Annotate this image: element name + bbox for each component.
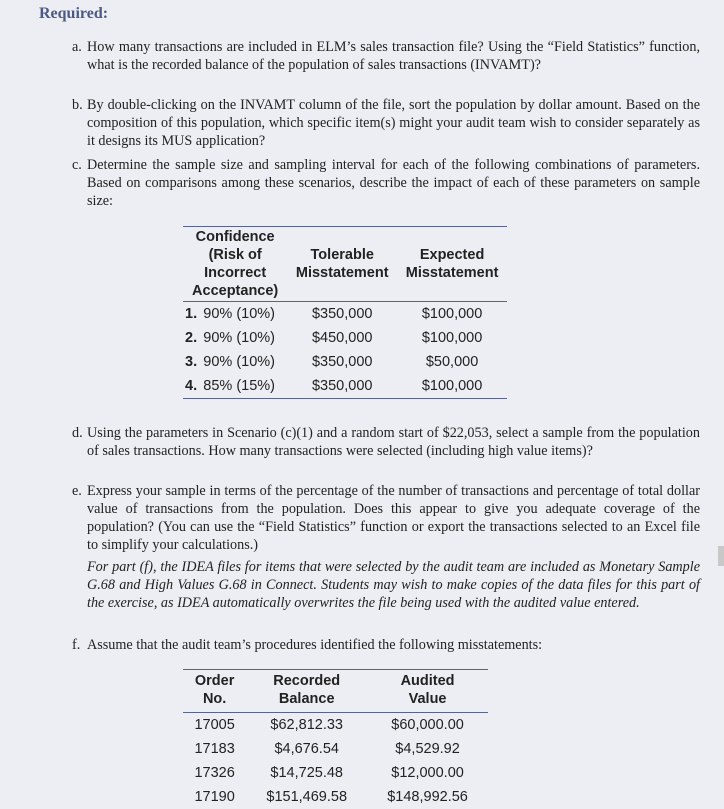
expected-cell: $100,000 (421, 378, 483, 394)
header-recorded: Recorded Balance (273, 673, 341, 707)
order-cell: 17190 (194, 789, 235, 805)
recorded-cell: $14,725.48 (270, 765, 343, 781)
item-text: Determine the sample size and sampling interval for each of the following combinations of parameters. Based on comparisons among these scenarios, describe the impact of each of these parameters on sample size: (87, 157, 700, 209)
expected-cell: $100,000 (421, 306, 483, 322)
recorded-cell: $4,676.54 (274, 741, 339, 757)
item-label: e. (72, 483, 82, 499)
confidence-cell: 90% (10%) (203, 354, 276, 370)
tolerable-cell: $350,000 (311, 378, 373, 394)
expected-cell: $100,000 (421, 330, 483, 346)
audited-cell: $60,000.00 (391, 717, 464, 733)
order-cell: 17326 (194, 765, 235, 781)
table-row (183, 785, 488, 809)
question-f (72, 636, 700, 654)
item-text: Using the parameters in Scenario (c)(1) and a random start of $22,053, select a sample from the population of sales transactions. How many transactions were selected (including high value items)? (87, 425, 700, 459)
item-text: Assume that the audit team’s procedures identified the following misstatements: (87, 637, 543, 653)
confidence-cell: 85% (15%) (203, 378, 276, 394)
table-row (183, 326, 507, 350)
item-label: c. (72, 157, 82, 173)
question-a (72, 38, 700, 74)
question-e (72, 482, 700, 612)
header-expected: Expected Misstatement (405, 247, 499, 281)
item-label: d. (72, 425, 83, 441)
audited-cell: $12,000.00 (391, 765, 464, 781)
header-audited: Audited Value (400, 673, 455, 707)
recorded-cell: $62,812.33 (270, 717, 343, 733)
audited-cell: $148,992.56 (387, 789, 468, 805)
table-row (183, 713, 488, 738)
question-b (72, 96, 700, 150)
item-label: b. (72, 97, 83, 113)
confidence-cell: 90% (10%) (203, 330, 276, 346)
order-cell: 17005 (194, 717, 235, 733)
table-row (183, 302, 507, 327)
order-cell: 17183 (194, 741, 235, 757)
header-tolerable: Tolerable Misstatement (295, 247, 389, 281)
expected-cell: $50,000 (425, 354, 479, 370)
table-row (183, 374, 507, 399)
item-label: f. (72, 637, 81, 653)
scenario-table (183, 226, 507, 399)
question-d (72, 424, 700, 460)
tolerable-cell: $450,000 (311, 330, 373, 346)
table-row (183, 350, 507, 374)
item-text: By double-clicking on the INVAMT column of the file, sort the population by dollar amount. Based on the composition of this population, which specific item(s) might your audit team wish to consider separately as it designs its MUS application? (87, 97, 700, 149)
row-number: 2. (185, 330, 198, 346)
confidence-cell: 90% (10%) (203, 306, 276, 322)
header-confidence: Confidence (Risk of Incorrect Acceptance) (192, 229, 279, 299)
scrollbar-thumb[interactable] (718, 546, 724, 566)
item-text: How many transactions are included in ELM’s sales transaction file? Using the “Field Statistics” function, what is the recorded balance of the population of sales transactions (INVAMT)? (87, 39, 700, 73)
tolerable-cell: $350,000 (311, 306, 373, 322)
row-number: 3. (185, 354, 198, 370)
note-text: For part (f), the IDEA files for items that were selected by the audit team are included as Monetary Sample G.68 and High Values G.68 in Connect. Students may wish to make copies of the data files for this part of the exercise, as IDEA automatically overwrites the file being used with the audited value entered. (87, 559, 700, 611)
misstatement-table (183, 669, 488, 809)
tolerable-cell: $350,000 (311, 354, 373, 370)
item-text: Express your sample in terms of the percentage of the number of transactions and percentage of total dollar value of transactions from the population. Does this appear to give you adequate coverage of the population? (You can use the “Field Statistics” function or export the transactions selected to an Excel file to simplify your calculations.) (87, 483, 700, 553)
audited-cell: $4,529.92 (395, 741, 460, 757)
item-label: a. (72, 39, 82, 55)
header-order: Order No. (194, 673, 235, 707)
question-c (72, 156, 700, 210)
table-row (183, 761, 488, 785)
required-heading: Required: (39, 5, 109, 22)
row-number: 1. (185, 306, 198, 322)
table-row (183, 737, 488, 761)
row-number: 4. (185, 378, 198, 394)
recorded-cell: $151,469.58 (266, 789, 348, 805)
